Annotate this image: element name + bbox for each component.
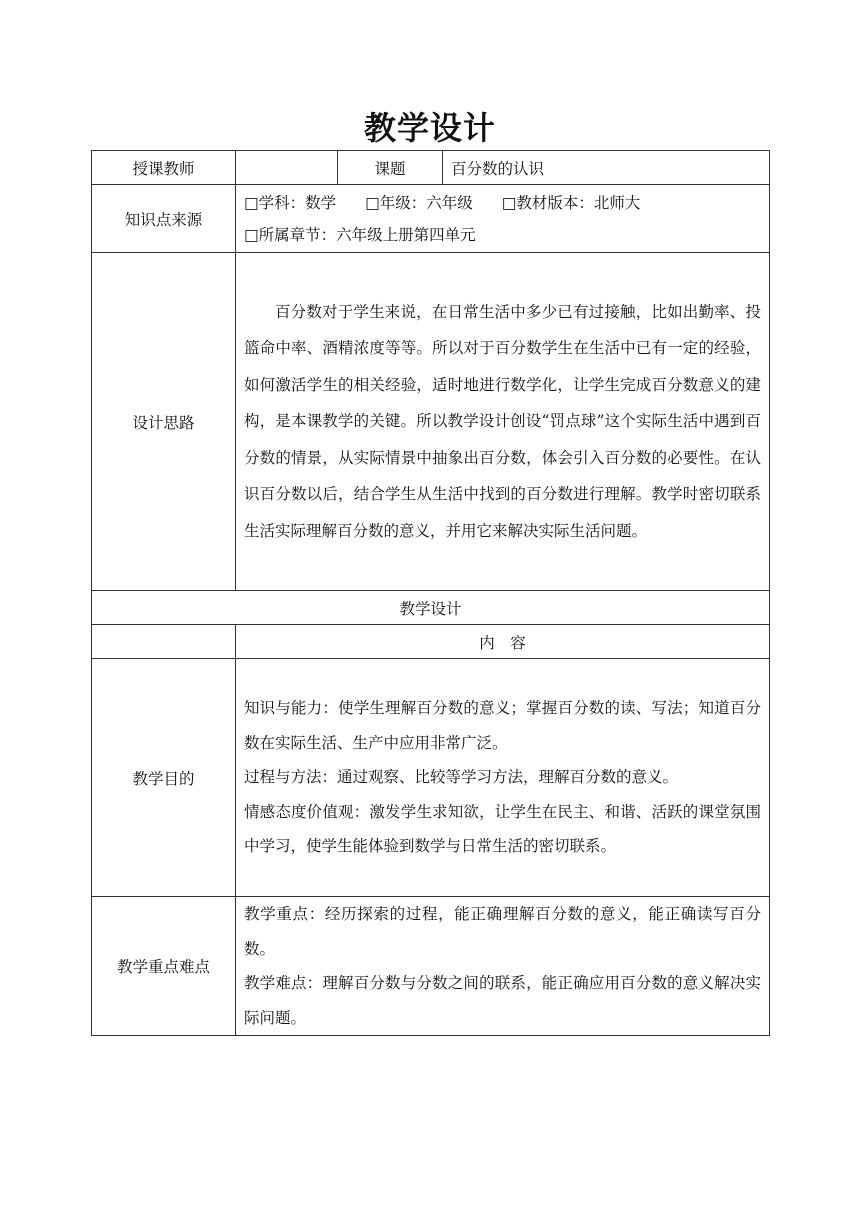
source-grade: □年级：六年级 <box>365 193 473 212</box>
key-point: 教学重点：经历探索的过程，能正确理解百分数的意义，能正确读写百分数。 <box>244 905 761 958</box>
topic-value: 百分数的认识 <box>443 151 770 185</box>
teacher-value <box>236 151 338 185</box>
difficult-point: 教学难点：理解百分数与分数之间的联系，能正确应用百分数的意义解决实际问题。 <box>244 974 761 1027</box>
objective-process: 过程与方法：通过观察、比较等学习方法，理解百分数的意义。 <box>244 768 679 787</box>
source-line-1 <box>244 187 761 219</box>
objectives-content <box>236 659 770 897</box>
row-content-header <box>92 625 770 659</box>
row-section-header <box>92 591 770 625</box>
objective-attitude: 情感态度价值观：激发学生求知欲，让学生在民主、和谐、活跃的课堂氛围中学习，使学生能体验到数学与日常生活的密切联系。 <box>244 802 761 856</box>
source-subject: □学科：数学 <box>244 193 337 212</box>
design-idea-content <box>236 253 770 591</box>
source-content <box>236 185 770 253</box>
source-label: 知识点来源 <box>92 185 236 253</box>
source-chapter: □所属章节：六年级上册第四单元 <box>244 225 476 244</box>
objective-knowledge: 知识与能力：使学生理解百分数的意义；掌握百分数的读、写法；知道百分数在实际生活、生产中应用非常广泛。 <box>244 699 761 752</box>
row-knowledge-source <box>92 185 770 253</box>
row-teacher-topic <box>92 151 770 185</box>
key-points-label: 教学重点难点 <box>92 897 236 1036</box>
source-edition: □教材版本：北师大 <box>501 193 641 212</box>
content-header: 内 容 <box>236 625 770 659</box>
lesson-plan-table <box>91 150 770 1036</box>
teacher-label: 授课教师 <box>92 151 236 185</box>
objectives-label: 教学目的 <box>92 659 236 897</box>
design-idea-label: 设计思路 <box>92 253 236 591</box>
row-design-idea <box>92 253 770 591</box>
row-objectives <box>92 659 770 897</box>
design-idea-text: 百分数对于学生来说，在日常生活中多少已有过接触，比如出勤率、投篮命中率、酒精浓度等等。所以对于百分数学生在生活中已有一定的经验，如何激活学生的相关经验，适时地进行数学化，让学生完成百分数意义的建构，是本课教学的关键。所以教学设计创设“罚点球”这个实际生活中遇到百分数的情景，从实际情景中抽象出百分数，体会引入百分数的必要性。在认识百分数以后，结合学生从生活中找到的百分数进行理解。教学时密切联系生活实际理解百分数的意义，并用它来解决实际生活问题。 <box>244 302 761 540</box>
topic-label: 课题 <box>338 151 443 185</box>
row-key-points <box>92 897 770 1036</box>
key-points-content <box>236 897 770 1036</box>
document-title: 教学设计 <box>363 109 496 147</box>
content-header-blank <box>92 625 236 659</box>
section-header: 教学设计 <box>92 591 770 625</box>
